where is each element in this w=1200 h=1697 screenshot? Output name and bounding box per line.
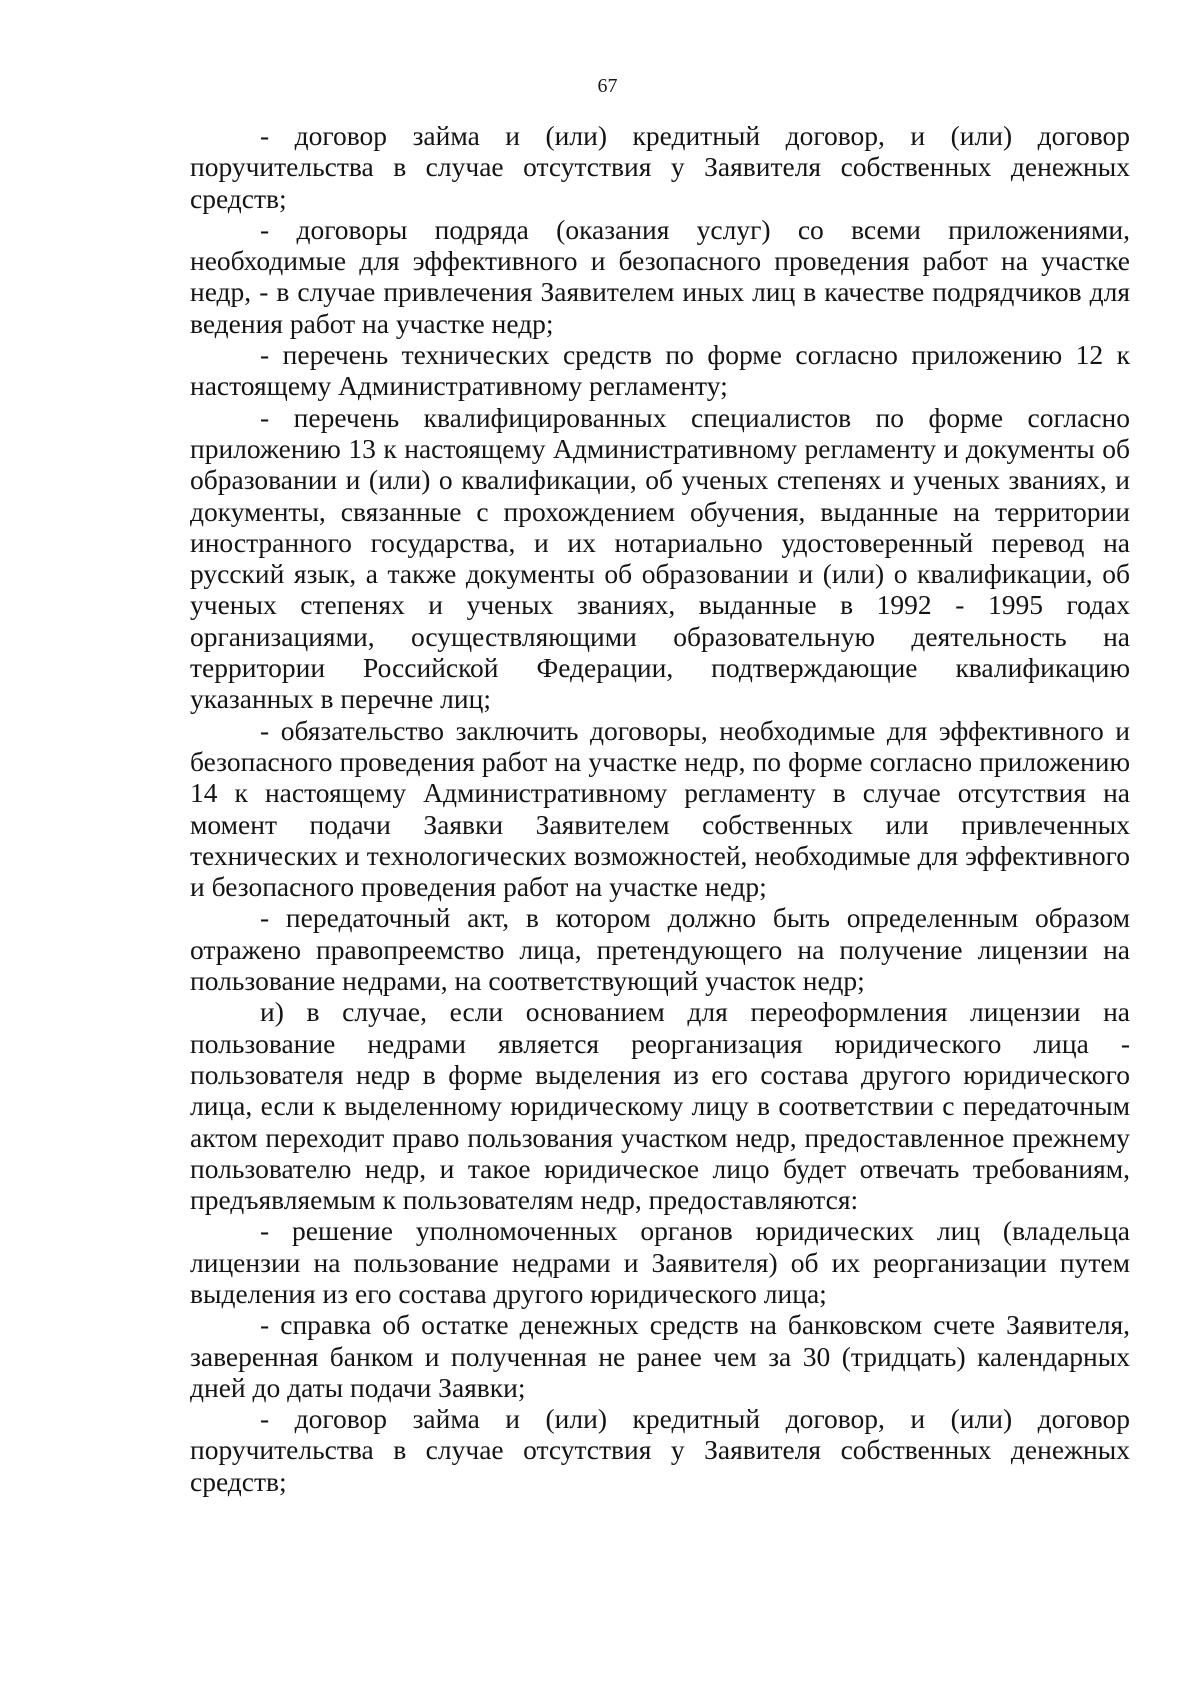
paragraph-contract-agreements: - договоры подряда (оказания услуг) со всеми приложениями, необходимые для эффективного и безопасного проведения работ на участке недр, - в случае привлечения Заявителем иных лиц в качестве подрядчиков для ведения работ на участке недр; bbox=[190, 213, 1130, 339]
paragraph-bank-statement: - справка об остатке денежных средств на банковском счете Заявителя, заверенная банком и полученная не ранее чем за 30 (тридцать) календарных дней до даты подачи Заявки; bbox=[190, 1309, 1130, 1403]
paragraph-obligation: - обязательство заключить договоры, необходимые для эффективного и безопасного проведения работ на участке недр, по форме согласно приложению 14 к настоящему Административному регламенту в случае отсутствия на момент подачи Заявки Заявителем собственных или привлеченных технических и технологических возможностей, необходимые для эффективного и безопасного проведения работ на участке недр; bbox=[190, 714, 1130, 903]
paragraph-transfer-act: - передаточный акт, в котором должно быть определенным образом отражено правопреемство лица, претендующего на получение лицензии на пользование недрами, на соответствующий участок недр; bbox=[190, 902, 1130, 997]
paragraph-reorganization-decision: - решение уполномоченных органов юридических лиц (владельца лицензии на пользование недрами и Заявителя) об их реорганизации путем выделения из его состава другого юридического лица; bbox=[190, 1215, 1130, 1309]
paragraph-item-i: и) в случае, если основанием для переоформления лицензии на пользование недрами является реорганизация юридического лица - пользователя недр в форме выделения из его состава другого юридического лица, если к выделенному юридическому лицу в соответствии с передаточным актом переходит право пользования участком недр, предоставленное прежнему пользователю недр, и такое юридическое лицо будет отвечать требованиям, предъявляемым к пользователям недр, предоставляются: bbox=[190, 996, 1130, 1216]
page-number: 67 bbox=[597, 75, 618, 97]
paragraph-loan-agreement-repeat: - договор займа и (или) кредитный договор, и (или) договор поручительства в случае отсутствия у Заявителя собственных денежных средств; bbox=[190, 1403, 1130, 1497]
paragraph-specialists-list: - перечень квалифицированных специалистов по форме согласно приложению 13 к настоящему Административному регламенту и документы об образовании и (или) о квалификации, об ученых степенях и ученых званиях, и документы, связанные с прохождением обучения, выданные на территории иностранного государства, и их нотариально удостоверенный перевод на русский язык, а также документы об образовании и (или) о квалификации, об ученых степенях и ученых званиях, выданные в 1992 - 1995 годах организациями, осуществляющими образовательную деятельность на территории Российской Федерации, подтверждающие квалификацию указанных в перечне лиц; bbox=[190, 401, 1130, 715]
paragraph-loan-agreement: - договор займа и (или) кредитный договор, и (или) договор поручительства в случае отсутствия у Заявителя собственных денежных средств; bbox=[190, 120, 1130, 214]
paragraph-technical-means-list: - перечень технических средств по форме согласно приложению 12 к настоящему Административному регламенту; bbox=[190, 339, 1130, 402]
document-body bbox=[190, 120, 1130, 1497]
